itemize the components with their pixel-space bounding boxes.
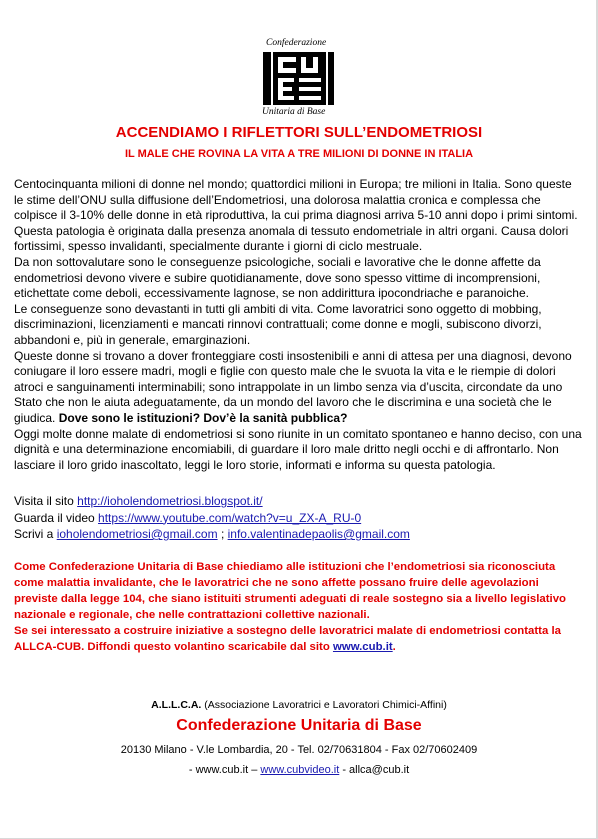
- paragraph: Le conseguenze sono devastanti in tutti gli ambiti di vita. Come lavoratrici sono oggetto di mobbing, discriminazioni, licenziamenti e mancati rinnovi contrattuali; come donne e mogli, subiscono divorzi, abbandoni e, più in generale, emarginazioni.: [14, 301, 542, 347]
- video-label: Guarda il video: [14, 510, 99, 525]
- email-link-1[interactable]: ioholendometriosi@gmail.com: [56, 527, 218, 541]
- links-section: [14, 493, 584, 543]
- email-separator: ;: [217, 527, 228, 541]
- paragraph: Da non sottovalutare sono le conseguenze psicologiche, sociali e lavorative che le donne affette da endometriosi devono vivere e subire quotidianamente, dove sono spesso vittime di incomprensioni, etichettate come deboli, eccessivamente lagnose, se non addirittura ipocondriache e paranoiche.: [14, 254, 541, 301]
- body-text: [14, 177, 584, 473]
- visit-line: [14, 493, 584, 510]
- appeal-text: Come Confederazione Unitaria di Base chiediamo alle istituzioni che l’endometriosi sia riconosciuta come malattia invalidante, che le lavoratrici che ne sono affette possano fruire delle agevolazioni previste dalla legge 104, che siano istituiti strumenti adeguati di reale sostegno sia a livello legislativo nazionale e regionale, che nelle contrattazioni collettive nazionali.: [14, 561, 566, 621]
- footer-sep: –: [248, 764, 261, 776]
- blog-link[interactable]: http://ioholendometriosi.blogspot.it/: [77, 494, 263, 508]
- page-title: ACCENDIAMO I RIFLETTORI SULL’ENDOMETRIOSI: [115, 124, 483, 141]
- footer-allca: [0, 699, 598, 711]
- footer-org-name: Confederazione Unitaria di Base: [176, 717, 422, 734]
- cub-site-link[interactable]: www.cub.it: [332, 640, 393, 653]
- paragraph: Centocinquanta milioni di donne nel mondo; quattordici milioni in Europa; tre milioni in Italia. Sono queste le stime dell’ONU sulla diffusione dell’Endometriosi, una dolorosa malattia cronica e complessa che colpisce il 3-10% delle donne in età riproduttiva, la cui prima diagnosi arriva 5-10 anni dopo i primi sintomi.: [14, 177, 578, 223]
- logo-bottom-text: Unitaria di Base: [262, 107, 326, 117]
- page-subtitle: IL MALE CHE ROVINA LA VITA A TRE MILIONI DI DONNE IN ITALIA: [124, 148, 474, 160]
- footer-sep2: -: [339, 764, 350, 776]
- appeal-end: .: [392, 640, 396, 653]
- write-label: Scrivi a: [14, 527, 57, 541]
- appeal-section: [14, 560, 584, 655]
- paragraph: Oggi molte donne malate di endometriosi si sono riunite in un comitato spontaneo e hanno deciso, con una dignità e una determinazione encomiabili, di guardare il loro male dritto negli occhi e di affrontarlo. Non lasciare il loro grido inascoltato, leggi le loro storie, informati e informa su questa patologia.: [14, 426, 582, 472]
- paragraph-text: Queste donne si trovano a dover fronteggiare costi insostenibili e anni di attesa per una diagnosi, devono coniugare il loro essere madri, mogli e figlie con questo male che le svuota la vita e le riempie di dolori atroci e sanguinamenti interminabili; sono intrappolate in un limbo senza via d’uscita, circondate da uno Stato che non le aiuta adeguatamente, da un mondo del lavoro che le discrimina e una società che le giudica.: [14, 348, 572, 425]
- appeal-contact-text: Se sei interessato a costruire iniziative a sostegno delle lavoratrici malate di endometriosi contatta la ALLCA-CUB. Diffondi questo volantino scaricabile dal sito: [14, 624, 561, 653]
- cub-logo: [258, 38, 340, 120]
- youtube-link[interactable]: https://www.youtube.com/watch?v=u_ZX-A_RU-0: [98, 510, 362, 525]
- paragraph: [14, 349, 584, 427]
- visit-label: Visita il sito: [14, 494, 78, 508]
- paragraph: Questa patologia è originata dalla presenza anomala di tessuto endometriale in altri organi. Causa dolori fortissimi, spesso invalidanti, specialmente durante i giorni di ciclo mestruale.: [14, 223, 569, 254]
- write-line: [14, 526, 584, 543]
- footer-dash: -: [188, 764, 196, 776]
- footer-web1: www.cub.it: [195, 764, 249, 776]
- email-link-2[interactable]: info.valentinadepaolis@gmail.com: [227, 527, 410, 541]
- video-line: [14, 510, 584, 527]
- footer-contacts: [0, 764, 598, 776]
- footer-mail: allca@cub.it: [349, 764, 410, 776]
- paragraph-bold-question: Dove sono le istituzioni? Dov’è la sanità pubblica?: [58, 410, 348, 425]
- cubvideo-link[interactable]: www.cubvideo.it: [260, 764, 340, 776]
- footer-address: 20130 Milano - V.le Lombardia, 20 - Tel. 02/70631804 - Fax 02/70602409: [120, 744, 478, 756]
- allca-full-name: (Associazione Lavoratrici e Lavoratori Chimici-Affini): [201, 699, 447, 711]
- allca-acronym: A.L.L.C.A.: [151, 699, 202, 711]
- logo-top-text: Confederazione: [266, 38, 327, 48]
- appeal-contact: [14, 624, 584, 656]
